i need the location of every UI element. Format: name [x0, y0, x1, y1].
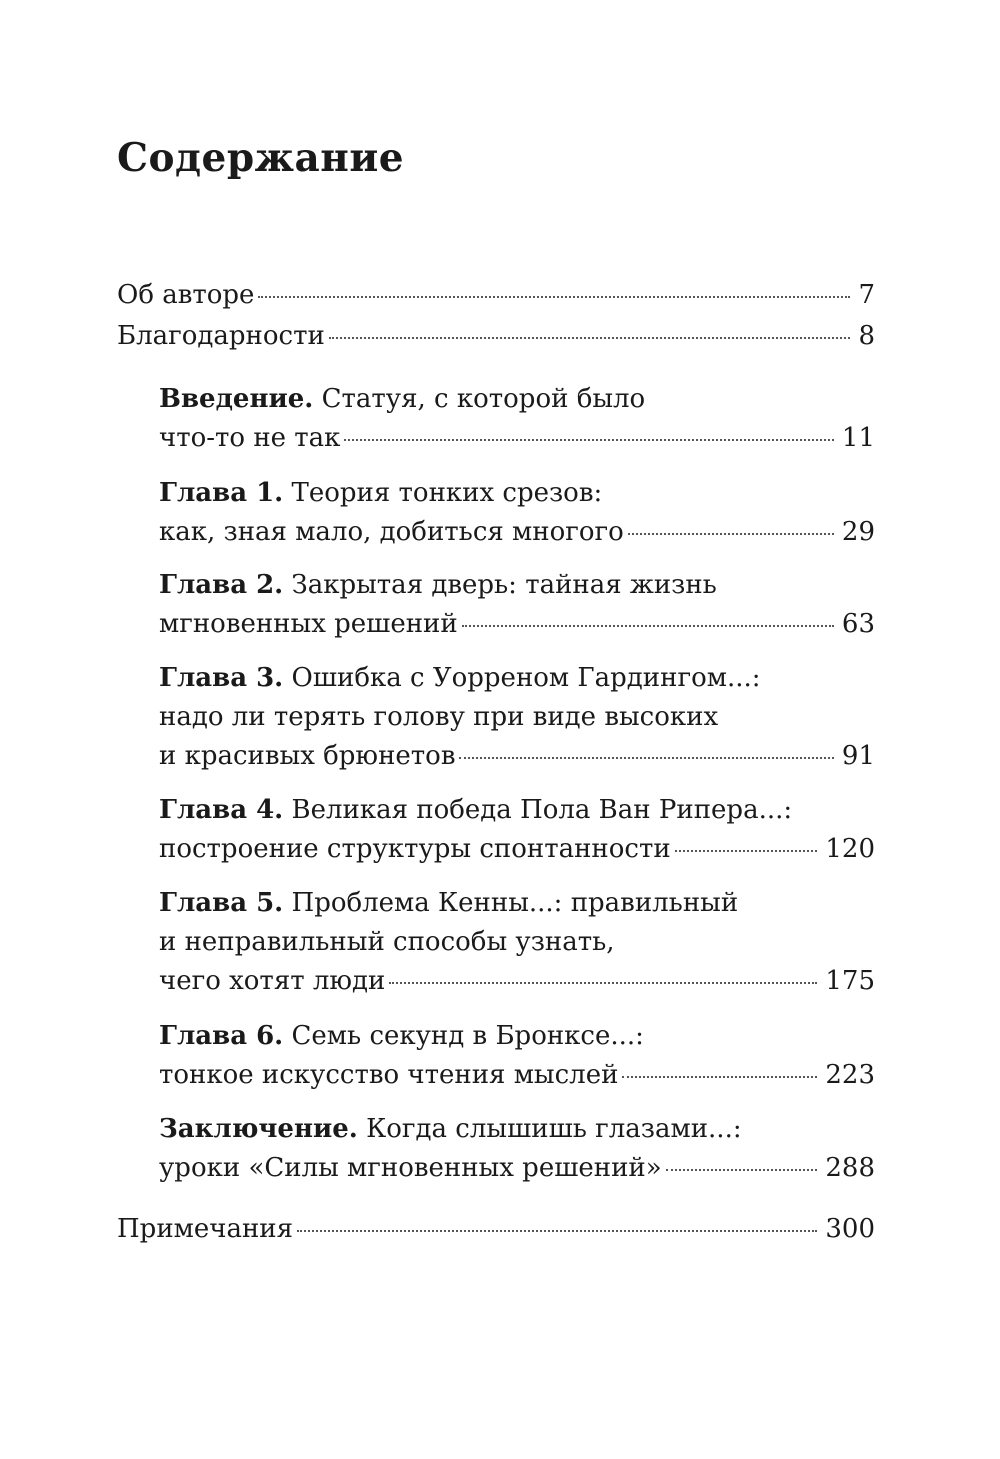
toc-entry-line: [159, 961, 875, 1001]
toc-entry-text: Теория тонких срезов:: [291, 478, 603, 508]
toc-entry-heading: Глава 4.: [159, 795, 284, 825]
toc-entry-line: [159, 736, 875, 776]
toc-entry-heading: Глава 3.: [159, 663, 284, 693]
toc-entry-text: как, зная мало, добиться многого: [159, 517, 624, 547]
toc-entry-line: [159, 473, 875, 513]
toc-page-number: 91: [841, 741, 875, 771]
toc-entry-line: [159, 658, 875, 698]
toc-entry-line: [159, 1055, 875, 1095]
toc-page-number: 175: [825, 966, 875, 996]
toc-entry-acknowledgements[interactable]: [117, 316, 875, 356]
dot-leader: [462, 625, 834, 627]
toc-page-number: 288: [825, 1153, 875, 1183]
toc-entry-line: [159, 883, 875, 923]
dot-leader: [459, 757, 833, 759]
dot-leader: [297, 1230, 817, 1232]
toc-entry-line: [159, 565, 875, 605]
toc-entry-heading: Глава 2.: [159, 570, 284, 600]
toc-entry-notes[interactable]: [117, 1209, 875, 1249]
toc-entry-line: [159, 512, 875, 552]
toc-entry-line: [159, 379, 875, 419]
toc-entry-heading: Заключение.: [159, 1114, 358, 1144]
toc-entry-label: Примечания: [117, 1214, 294, 1244]
page-title: Содержание: [117, 135, 405, 181]
toc-entry-text: и красивых брюнетов: [159, 741, 456, 771]
toc-entry-line: [159, 790, 875, 830]
toc-page-number: 29: [841, 517, 875, 547]
toc-entry-heading: Глава 5.: [159, 888, 284, 918]
toc-page-number: 300: [825, 1214, 875, 1244]
toc-page-number: 223: [825, 1060, 875, 1090]
toc-entry-line: [159, 604, 875, 644]
toc-entry-heading: Глава 1.: [159, 478, 284, 508]
dot-leader: [675, 850, 818, 852]
toc-entry-text: Проблема Кенны...: правильный: [291, 888, 739, 918]
toc-entry-text: Статуя, с которой было: [321, 384, 646, 414]
toc-entry-text: надо ли терять голову при виде высоких: [159, 702, 719, 732]
toc-entry-line: [159, 418, 875, 458]
toc-page-number: 8: [858, 321, 875, 351]
dot-leader: [344, 439, 833, 441]
toc-entry-text: Закрытая дверь: тайная жизнь: [291, 570, 717, 600]
dot-leader: [666, 1169, 818, 1171]
toc-entry-text: построение структуры спонтанности: [159, 834, 671, 864]
toc-entry-text: что-то не так: [159, 423, 341, 453]
toc-page-number: 7: [858, 280, 875, 310]
toc-entry-line: [159, 922, 875, 962]
toc-entry-text: Великая победа Пола Ван Рипера...:: [291, 795, 793, 825]
toc-entry-heading: Глава 6.: [159, 1021, 284, 1051]
toc-entry-text: чего хотят люди: [159, 966, 386, 996]
dot-leader: [258, 296, 850, 298]
dot-leader: [622, 1076, 817, 1078]
toc-entry-text: Семь секунд в Бронксе...:: [291, 1021, 644, 1051]
toc-entry-text: тонкое искусство чтения мыслей: [159, 1060, 619, 1090]
dot-leader: [628, 533, 834, 535]
toc-entry-text: Когда слышишь глазами...:: [366, 1114, 742, 1144]
toc-entry-text: Ошибка с Уорреном Гардингом...:: [291, 663, 761, 693]
toc-entry-label: Благодарности: [117, 321, 325, 351]
toc-entry-line: [159, 1109, 875, 1149]
dot-leader: [329, 337, 851, 339]
toc-entry-about-author[interactable]: [117, 275, 875, 315]
toc-page-number: 63: [841, 609, 875, 639]
toc-entry-heading: Введение.: [159, 384, 314, 414]
toc-entry-line: [159, 829, 875, 869]
toc-entry-label: Об авторе: [117, 280, 255, 310]
toc-entry-text: уроки «Силы мгновенных решений»: [159, 1153, 662, 1183]
dot-leader: [389, 982, 817, 984]
toc-entry-line: [159, 1016, 875, 1056]
toc-page-number: 120: [825, 834, 875, 864]
toc-entry-text: мгновенных решений: [159, 609, 458, 639]
toc-entry-text: и неправильный способы узнать,: [159, 927, 615, 957]
toc-entry-line: [159, 1148, 875, 1188]
toc-page-number: 11: [841, 423, 875, 453]
toc-entry-line: [159, 697, 875, 737]
